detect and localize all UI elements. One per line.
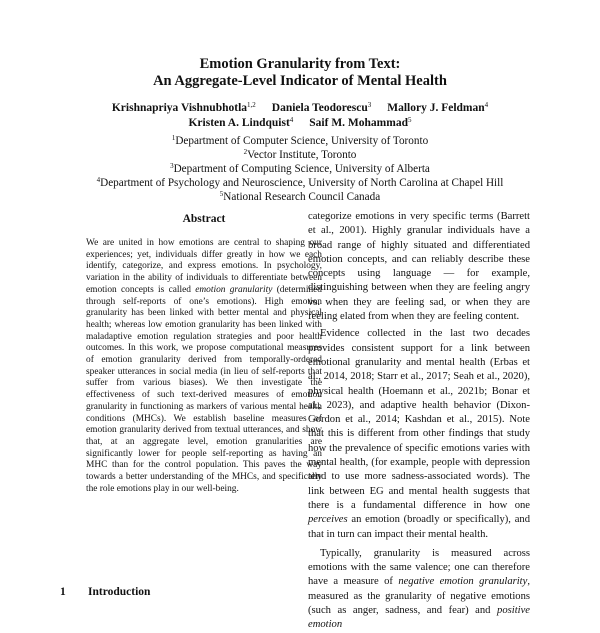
author-affiliation-marker: 5 [408,116,412,124]
section-number: 1 [60,586,66,598]
author-affiliation-marker: 3 [367,101,372,109]
affiliation-line: $^5$National Research Council Canada [219,190,381,203]
paper-title-line-2: An Aggregate-Level Indicator of Mental Health [153,73,447,89]
author-name: Mallory J. Feldman [387,102,485,114]
author-name: Daniela Teodorescu [271,102,368,114]
author-affiliation-marker: 4 [484,101,489,109]
author-affiliation-marker: 1,2 [247,101,256,109]
author-name: Krishnapriya Vishnubhotla [111,102,248,114]
paragraph: Evidence collected in the last two decades provides consistent support for a link between emotional granularity and mental health (Erbas et al., 2014, 2018; Starr et al., 2017; Seah et al., 2020), physical health (Hoemann et al., 2021b; Bonar et al., 2023), and adaptive health behavior (Dixon-Gordon et al., 2014; Kashdan et al., 2015). Note that this is different from other findings that study how the prevalence of specific emotions varies with mental health, (for example, people with depression tend to use more sadness-associated words). The link between EG and mental health suggests that there is a fundamental difference in how one perceives an emotion (broadly or specifically), and that in turn can impact their mental health. [308,328,530,540]
affiliation-line: $^4$Department of Psychology and Neuroscience, University of North Carolina at Chapel Hill [96,176,504,189]
abstract-body: We are united in how emotions are central to shaping our experiences; yet, individuals differ greatly in how we each identify, categorize, and express emotions. In psychology, variation in the ability of individuals to differentiate between emotion concepts is called emotion granularity (determined through self-reports of one’s emotions). High emotion granularity has been linked with better mental and physical health; whereas low emotion granularity has been linked with maladaptive emotion regulation strategies and poor health outcomes. In this work, we propose computational measures of emotion granularity derived from temporally-ordered speaker utterances in social media (in lieu of self-reports that suffer from various biases). We then investigate the effectiveness of such text-derived measures of emotion granularity in functioning as markers of various mental health conditions (MHCs). We establish baseline measures of emotion granularity derived from textual utterances, and show that, at an aggregate level, emotion granularities are significantly lower for people self-reporting as having an MHC than for the control population. This paves the way towards a better understanding of the MHCs, and specifically the role emotions play in our well-being. [86,238,322,494]
emphasized-term: perceives [308,514,348,526]
paragraph: categorize emotions in very specific terms (Barrett et al., 2001). Highly granular individuals have a broad range of highly situated and differentiated emotion concepts, and can reliably describe these concepts using language — for example, distinguishing between when they are feeling angry vs. when they are feeling sad, or when they are feeling elated from when they are feeling content. [308,211,530,323]
emphasized-term: positive emotion [308,605,530,631]
affiliation-line: $^3$Department of Computing Science, University of Alberta [170,162,430,175]
paper-title-line-1: Emotion Granularity from Text: [199,56,401,72]
author-row-1 [0,101,600,115]
section-title: Introduction [88,586,151,598]
author-name: Kristen A. Lindquist [188,117,290,129]
affiliation-line: $^1$Department of Computer Science, University of Toronto [171,134,429,147]
abstract-heading: Abstract [182,213,226,225]
author-row-2 [0,116,600,130]
affiliation-line: $^2$Vector Institute, Toronto [243,148,357,161]
paragraph: Typically, granularity is measured across emotions with the same valence; one can therefore have a measure of negative emotion granularity, measured as the granularity of negative emotions (such as anger, sadness, and fear) and positive emotion [308,547,530,631]
author-affiliation-marker: 4 [289,116,294,124]
author-name: Saif M. Mohammad [309,117,408,129]
emphasized-term: negative emotion granularity [398,576,528,588]
section-heading-introduction [60,586,150,598]
right-column-body [308,210,530,633]
emphasized-term: emotion granularity [195,284,273,295]
